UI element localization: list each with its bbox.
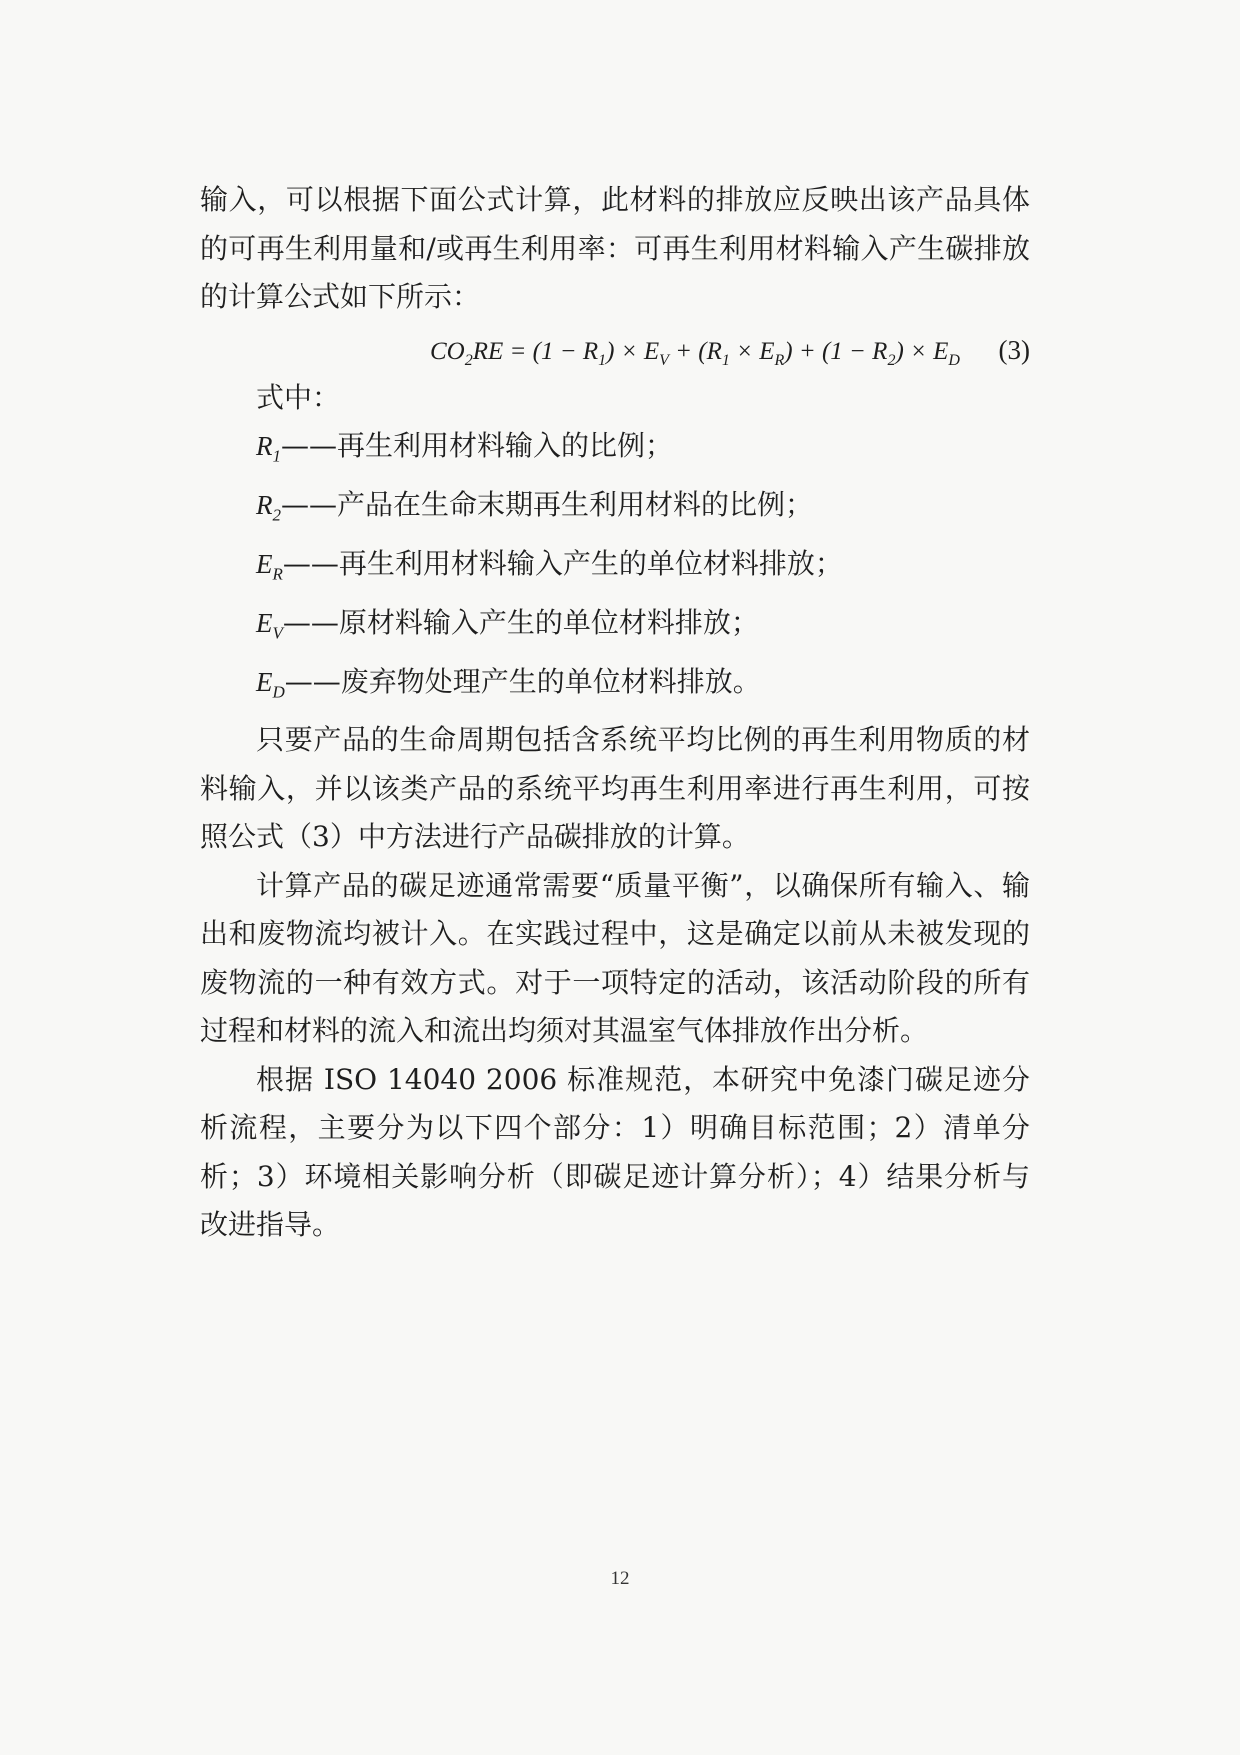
where-label: 式中： [256,380,341,414]
formula-row [200,322,1030,374]
definition-ed: $E_D——$废弃物处理产生的单位材料排放。 [256,664,761,701]
page-number: 12 [610,1568,630,1589]
paragraph-1: 输入，可以根据下面公式计算，此材料的排放应反映出该产品具体的可再生利用量和/或再生利用率：可再生利用材料输入产生碳排放的计算公式如下所示： [200,183,1030,313]
definition-ev: $E_V——$原材料输入产生的单位材料排放； [256,605,759,643]
formula-number: (3) [998,334,1030,365]
symbol: $E_V$ [256,607,283,643]
symbol: $E_D$ [256,666,285,701]
paragraph-3: 计算产品的碳足迹通常需要“质量平衡”，以确保所有输入、输出和废物流均被计入。在实践过程中，这是确定以前从未被发现的废物流的一种有效方式。对于一项特定的活动，该活动阶段的所有过程和材料的流入和流出均须对其温室气体排放作出分析。 [200,868,1030,1048]
paragraph-2: 只要产品的生命周期包括含系统平均比例的再生利用物质的材料输入，并以该类产品的系统平均再生利用率进行再生利用，可按照公式（3）中方法进行产品碳排放的计算。 [200,723,1030,854]
symbol: $R_2$ [256,489,281,525]
paragraph-4: 根据 ISO 14040 2006 标准规范，本研究中免漆门碳足迹分析流程，主要分为以下四个部分：1）明确目标范围；2）清单分析；3）环境相关影响分析（即碳足迹计算分析）；4）结果分析与改进指导。 [200,1062,1030,1242]
definition-r1: $R_1——$再生利用材料输入的比例； [256,429,674,466]
symbol: $R_1$ [256,431,281,466]
formula-3: $CO_2RE = (1 - R_1) \times E_V + (R_1 \times E_R) + (1 - R_2) \times E_D$ [430,337,960,369]
definition-r2: $R_2——$产品在生命末期再生利用材料的比例； [256,487,814,525]
body-text [200,176,1030,1250]
definition-er: $E_R——$再生利用材料输入产生的单位材料排放； [256,546,843,584]
symbol: $E_R$ [256,548,283,584]
